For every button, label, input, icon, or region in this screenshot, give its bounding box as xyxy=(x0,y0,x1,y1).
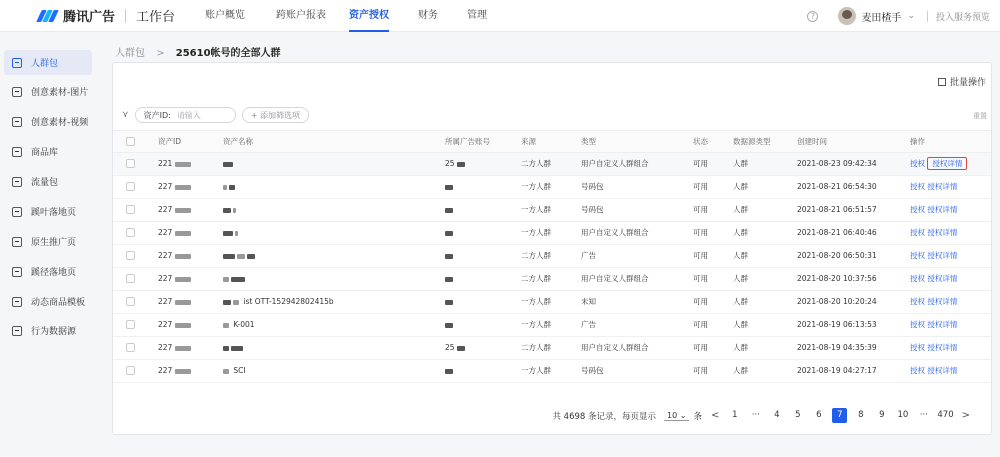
page-10[interactable]: 10 xyxy=(897,410,909,420)
video-icon xyxy=(12,117,22,127)
grant-detail-link[interactable]: 授权详情 xyxy=(927,274,958,283)
cell-create-time: 2021-08-19 04:35:39 xyxy=(797,343,877,352)
cell-asset-id xyxy=(158,199,193,221)
sidebar-item-traffic-pack[interactable] xyxy=(4,169,92,194)
cell-data-source-type: 人群 xyxy=(733,320,748,329)
cell-asset-id xyxy=(158,153,193,175)
table-row[interactable] xyxy=(113,291,991,314)
cell-type: 用户自定义人群组合 xyxy=(581,228,649,237)
grant-detail-link[interactable]: 授权详情 xyxy=(927,205,958,214)
cell-status: 可用 xyxy=(693,159,708,168)
page-size-unit: 条 xyxy=(693,411,702,422)
cell-type: 广告 xyxy=(581,251,596,260)
cell-asset-id xyxy=(158,245,193,267)
cell-create-time: 2021-08-20 10:37:56 xyxy=(797,274,877,283)
filter-input-placeholder[interactable]: 请输入 xyxy=(176,110,201,120)
redacted-block xyxy=(223,254,235,259)
row-checkbox[interactable] xyxy=(126,159,135,168)
cell-actions xyxy=(910,360,957,382)
cell-asset-id xyxy=(158,314,193,336)
redacted-block xyxy=(445,277,453,282)
cell-actions xyxy=(910,153,967,175)
cell-actions xyxy=(910,268,957,290)
breadcrumb xyxy=(115,44,281,59)
redacted-block xyxy=(445,300,453,305)
cell-data-source-type: 人群 xyxy=(733,205,748,214)
cell-source: 二方人群 xyxy=(521,159,551,168)
chevron-down-icon[interactable]: ⌄ xyxy=(907,11,915,21)
nav-management[interactable]: 管理 xyxy=(467,10,487,21)
path-landing-icon xyxy=(12,267,22,277)
cell-data-source-type: 人群 xyxy=(733,159,748,168)
redacted-block xyxy=(229,185,235,190)
table-row[interactable] xyxy=(113,153,991,176)
grant-detail-link[interactable]: 授权详情 xyxy=(927,320,958,329)
pagination-ellipsis-right[interactable]: ··· xyxy=(919,410,928,420)
batch-icon xyxy=(938,78,946,86)
redacted-block xyxy=(231,277,245,282)
redacted-block xyxy=(175,254,191,259)
asset-id-text: 227 xyxy=(158,205,173,214)
sidebar-item-data-source[interactable] xyxy=(4,318,92,343)
asset-name-text: SCI xyxy=(233,366,246,375)
cell-status: 可用 xyxy=(693,320,708,329)
sidebar-item-label: 蹊叶落地页 xyxy=(31,208,77,218)
redacted-block xyxy=(223,231,233,236)
cell-asset-name xyxy=(223,176,237,198)
redacted-block xyxy=(223,277,229,282)
cell-status: 可用 xyxy=(693,182,708,191)
cell-create-time: 2021-08-21 06:40:46 xyxy=(797,228,877,237)
redacted-block xyxy=(175,300,191,305)
filter-funnel-icon[interactable]: ⋎ xyxy=(122,110,129,120)
redacted-block xyxy=(237,254,245,259)
cell-account xyxy=(445,199,455,221)
cell-type: 号码包 xyxy=(581,205,604,214)
prev-page-button[interactable]: < xyxy=(710,410,720,421)
table-row[interactable] xyxy=(113,222,991,245)
cell-source: 一方人群 xyxy=(521,205,551,214)
row-checkbox[interactable] xyxy=(126,366,135,375)
sidebar-item-label: 行为数据源 xyxy=(31,327,77,337)
sidebar xyxy=(0,32,100,457)
table-row[interactable] xyxy=(113,245,991,268)
header-status: 状态 xyxy=(693,137,708,146)
grant-detail-link[interactable]: 授权详情 xyxy=(927,343,958,352)
cell-actions xyxy=(910,199,957,221)
cell-create-time: 2021-08-19 04:27:17 xyxy=(797,366,877,375)
page-5[interactable]: 5 xyxy=(795,410,801,420)
cell-account xyxy=(445,314,455,336)
redacted-block xyxy=(223,369,229,374)
redacted-block xyxy=(175,346,191,351)
sidebar-item-audience[interactable] xyxy=(4,50,92,75)
cell-status: 可用 xyxy=(693,366,708,375)
breadcrumb-parent[interactable]: 人群包 xyxy=(115,48,145,59)
cell-type: 未知 xyxy=(581,297,596,306)
redacted-block xyxy=(235,231,238,236)
page-9[interactable]: 9 xyxy=(879,410,885,420)
breadcrumb-separator: > xyxy=(156,48,165,59)
grant-detail-link[interactable]: 授权详情 xyxy=(927,157,967,170)
page-size-value: 10 xyxy=(667,410,678,420)
user-area xyxy=(807,0,1000,32)
cell-asset-id xyxy=(158,222,193,244)
row-checkbox[interactable] xyxy=(126,274,135,283)
cell-source: 一方人群 xyxy=(521,366,551,375)
cell-create-time: 2021-08-21 06:51:57 xyxy=(797,205,877,214)
workbench-title: 工作台 xyxy=(136,10,176,25)
cell-data-source-type: 人群 xyxy=(733,274,748,283)
redacted-block xyxy=(223,300,231,305)
table-row[interactable] xyxy=(113,199,991,222)
row-checkbox[interactable] xyxy=(126,320,135,329)
cell-type: 号码包 xyxy=(581,366,604,375)
table-header xyxy=(113,130,991,153)
redacted-block xyxy=(223,323,229,328)
header-source: 来源 xyxy=(521,137,536,146)
row-checkbox[interactable] xyxy=(126,205,135,214)
asset-name-text: ist OTT-152942802415b xyxy=(243,297,334,306)
cell-type: 用户自定义人群组合 xyxy=(581,274,649,283)
row-checkbox[interactable] xyxy=(126,297,135,306)
landing-icon xyxy=(12,207,22,217)
cell-asset-name xyxy=(223,199,238,221)
next-page-button[interactable]: > xyxy=(961,410,970,421)
pagination-total: 共 4698 条记录，每页显示 xyxy=(552,411,657,422)
product-icon xyxy=(12,147,22,157)
cell-actions xyxy=(910,245,957,267)
cell-create-time: 2021-08-23 09:42:34 xyxy=(797,159,877,168)
cell-source: 一方人群 xyxy=(521,320,551,329)
datasource-icon xyxy=(12,326,22,336)
image-icon xyxy=(12,87,22,97)
account-text: 25 xyxy=(445,159,455,168)
redacted-block xyxy=(223,185,227,190)
grant-detail-link[interactable]: 授权详情 xyxy=(927,297,958,306)
grant-link[interactable]: 授权 xyxy=(910,205,925,214)
grant-link[interactable]: 授权 xyxy=(910,228,925,237)
page-7-current[interactable]: 7 xyxy=(832,408,847,423)
template-icon xyxy=(12,297,22,307)
grant-link[interactable]: 授权 xyxy=(910,366,925,375)
cell-type: 广告 xyxy=(581,320,596,329)
sidebar-item-label: 商品库 xyxy=(31,148,59,158)
asset-id-text: 227 xyxy=(158,274,173,283)
audience-icon xyxy=(12,58,22,68)
cell-type: 号码包 xyxy=(581,182,604,191)
cell-data-source-type: 人群 xyxy=(733,182,748,191)
cell-asset-name xyxy=(223,153,235,175)
redacted-block xyxy=(231,346,243,351)
grant-detail-link[interactable]: 授权详情 xyxy=(927,228,958,237)
redacted-block xyxy=(233,300,239,305)
sidebar-item-label: 人群包 xyxy=(31,59,59,69)
batch-label: 批量操作 xyxy=(949,78,986,88)
brand-logo[interactable] xyxy=(37,6,115,25)
redacted-block xyxy=(175,277,191,282)
grant-link[interactable]: 授权 xyxy=(910,274,925,283)
asset-id-text: 227 xyxy=(158,366,173,375)
page-6[interactable]: 6 xyxy=(816,410,822,420)
asset-id-text: 221 xyxy=(158,159,173,168)
redacted-block xyxy=(175,369,191,374)
cell-asset-name xyxy=(223,360,246,382)
header-asset-id: 资产ID xyxy=(158,137,181,146)
page-last[interactable]: 470 xyxy=(937,410,954,420)
cell-actions xyxy=(910,314,957,336)
redacted-block xyxy=(457,346,465,351)
cell-asset-id xyxy=(158,291,193,313)
sidebar-item-landing-page[interactable] xyxy=(4,199,92,224)
row-checkbox[interactable] xyxy=(126,228,135,237)
redacted-block xyxy=(223,346,229,351)
cell-asset-name xyxy=(223,268,247,290)
grant-link[interactable]: 授权 xyxy=(910,320,925,329)
sidebar-item-path-landing[interactable] xyxy=(4,259,92,284)
service-link[interactable]: 投入服务预览 xyxy=(935,12,990,23)
grant-detail-link[interactable]: 授权详情 xyxy=(927,182,958,191)
divider xyxy=(927,11,928,22)
cell-data-source-type: 人群 xyxy=(733,366,748,375)
cell-status: 可用 xyxy=(693,228,708,237)
header-create-time: 创建时间 xyxy=(797,137,827,146)
sidebar-item-label: 动态商品模板 xyxy=(31,298,86,308)
redacted-block xyxy=(175,185,191,190)
tencent-ads-logo-icon xyxy=(37,10,59,22)
batch-operation-button[interactable] xyxy=(938,75,986,88)
cell-asset-id xyxy=(158,176,193,198)
cell-type: 用户自定义人群组合 xyxy=(581,343,649,352)
cell-actions xyxy=(910,222,957,244)
row-checkbox[interactable] xyxy=(126,251,135,260)
redacted-block xyxy=(247,254,255,259)
reset-button[interactable]: 重置 xyxy=(973,112,987,120)
sidebar-item-label: 创意素材-视频 xyxy=(31,118,89,128)
nav-finance[interactable]: 财务 xyxy=(418,10,438,21)
cell-asset-name xyxy=(223,291,334,313)
cell-type: 用户自定义人群组合 xyxy=(581,159,649,168)
traffic-icon xyxy=(12,177,22,187)
redacted-block xyxy=(445,185,453,190)
sidebar-item-product-library[interactable] xyxy=(4,139,92,164)
grant-link[interactable]: 授权 xyxy=(910,182,925,191)
grant-link[interactable]: 授权 xyxy=(910,297,925,306)
cell-status: 可用 xyxy=(693,274,708,283)
sidebar-item-native-page[interactable] xyxy=(4,229,92,254)
grant-link[interactable]: 授权 xyxy=(910,343,925,352)
asset-id-text: 227 xyxy=(158,320,173,329)
filter-label: 资产ID: xyxy=(143,110,171,120)
sidebar-item-image-material[interactable] xyxy=(4,79,92,104)
asset-name-text: K-001 xyxy=(233,320,255,329)
cell-asset-id xyxy=(158,360,193,382)
page-4[interactable]: 4 xyxy=(774,410,780,420)
asset-id-text: 227 xyxy=(158,251,173,260)
table-row[interactable] xyxy=(113,176,991,199)
cell-status: 可用 xyxy=(693,343,708,352)
cell-create-time: 2021-08-20 10:20:24 xyxy=(797,297,877,306)
cell-data-source-type: 人群 xyxy=(733,251,748,260)
redacted-block xyxy=(445,254,453,259)
cell-status: 可用 xyxy=(693,251,708,260)
redacted-block xyxy=(445,208,453,213)
cell-source: 一方人群 xyxy=(521,297,551,306)
cell-asset-name xyxy=(223,245,257,267)
redacted-block xyxy=(223,162,233,167)
row-checkbox[interactable] xyxy=(126,182,135,191)
grant-detail-link[interactable]: 授权详情 xyxy=(927,366,958,375)
asset-id-text: 227 xyxy=(158,182,173,191)
help-icon[interactable]: ? xyxy=(807,11,818,22)
cell-asset-id xyxy=(158,337,193,359)
cell-account xyxy=(445,153,467,175)
user-name[interactable]: 麦田楂手 xyxy=(861,12,902,24)
cell-source: 一方人群 xyxy=(521,182,551,191)
cell-data-source-type: 人群 xyxy=(733,297,748,306)
header-account: 所属广告账号 xyxy=(445,137,490,146)
cell-data-source-type: 人群 xyxy=(733,228,748,237)
asset-table xyxy=(113,130,991,383)
page-8[interactable]: 8 xyxy=(858,410,864,420)
cell-data-source-type: 人群 xyxy=(733,343,748,352)
redacted-block xyxy=(223,208,231,213)
asset-list-card xyxy=(112,62,992,435)
row-checkbox[interactable] xyxy=(126,343,135,352)
sidebar-item-video-material[interactable] xyxy=(4,109,92,134)
redacted-block xyxy=(445,369,453,374)
sidebar-item-label: 创意素材-图片 xyxy=(31,88,89,98)
table-row[interactable] xyxy=(113,360,991,383)
sidebar-item-label: 原生推广页 xyxy=(31,238,77,248)
sidebar-item-label: 流量包 xyxy=(31,178,59,188)
cell-actions xyxy=(910,337,957,359)
cell-source: 二方人群 xyxy=(521,251,551,260)
cell-asset-name xyxy=(223,222,240,244)
add-filter-button[interactable]: + 添加筛选项 xyxy=(242,107,309,123)
cell-asset-name xyxy=(223,337,245,359)
cell-account xyxy=(445,291,455,313)
cell-source: 二方人群 xyxy=(521,343,551,352)
redacted-block xyxy=(457,162,465,167)
nav-cross-account-report[interactable]: 跨账户报表 xyxy=(276,10,326,21)
brand-divider xyxy=(125,9,126,23)
cell-create-time: 2021-08-19 06:13:53 xyxy=(797,320,877,329)
grant-link[interactable]: 授权 xyxy=(910,251,925,260)
asset-id-text: 227 xyxy=(158,228,173,237)
cell-asset-name xyxy=(223,314,255,336)
cell-account xyxy=(445,222,455,244)
cell-status: 可用 xyxy=(693,297,708,306)
cell-account xyxy=(445,176,455,198)
brand-name: 腾讯广告 xyxy=(63,10,116,25)
header-data-source-type: 数据源类型 xyxy=(733,137,771,146)
sidebar-item-label: 蹊径落地页 xyxy=(31,268,77,278)
redacted-block xyxy=(445,231,453,236)
redacted-block xyxy=(445,323,453,328)
breadcrumb-current: 25610帐号的全部人群 xyxy=(175,48,281,59)
grant-detail-link[interactable]: 授权详情 xyxy=(927,251,958,260)
redacted-block xyxy=(175,162,191,167)
header-asset-name: 资产名称 xyxy=(223,137,253,146)
top-bar xyxy=(0,0,1000,32)
table-row[interactable] xyxy=(113,268,991,291)
nav-account-overview[interactable]: 账户概览 xyxy=(205,10,245,21)
redacted-block xyxy=(175,231,191,236)
page-size-select[interactable]: 10 ⌄ xyxy=(664,411,689,421)
header-type: 类型 xyxy=(581,137,596,146)
cell-account xyxy=(445,360,455,382)
redacted-block xyxy=(233,208,236,213)
account-text: 25 xyxy=(445,343,455,352)
table-body xyxy=(113,153,991,383)
cell-source: 一方人群 xyxy=(521,228,551,237)
redacted-block xyxy=(175,208,191,213)
pagination xyxy=(552,408,975,423)
select-all-checkbox[interactable] xyxy=(126,137,135,146)
cell-account xyxy=(445,268,455,290)
redacted-block xyxy=(175,323,191,328)
header-actions: 操作 xyxy=(910,137,925,146)
cell-actions xyxy=(910,291,957,313)
sidebar-item-dynamic-template[interactable] xyxy=(4,289,92,314)
cell-create-time: 2021-08-20 06:50:31 xyxy=(797,251,877,260)
table-row[interactable] xyxy=(113,314,991,337)
cell-account xyxy=(445,245,455,267)
cell-asset-id xyxy=(158,268,193,290)
asset-id-text: 227 xyxy=(158,343,173,352)
cell-create-time: 2021-08-21 06:54:30 xyxy=(797,182,877,191)
cell-account xyxy=(445,337,467,359)
filter-bar xyxy=(122,107,315,123)
table-row[interactable] xyxy=(113,337,991,360)
pagination-ellipsis-left[interactable]: ··· xyxy=(751,410,760,420)
grant-link[interactable]: 授权 xyxy=(910,159,925,168)
asset-id-text: 227 xyxy=(158,297,173,306)
cell-source: 二方人群 xyxy=(521,274,551,283)
page-1[interactable]: 1 xyxy=(732,410,738,420)
asset-id-filter[interactable] xyxy=(135,107,236,123)
avatar[interactable] xyxy=(838,7,856,25)
cell-actions xyxy=(910,176,957,198)
nav-asset-authorization[interactable]: 资产授权 xyxy=(349,0,389,32)
cell-status: 可用 xyxy=(693,205,708,214)
native-page-icon xyxy=(12,237,22,247)
